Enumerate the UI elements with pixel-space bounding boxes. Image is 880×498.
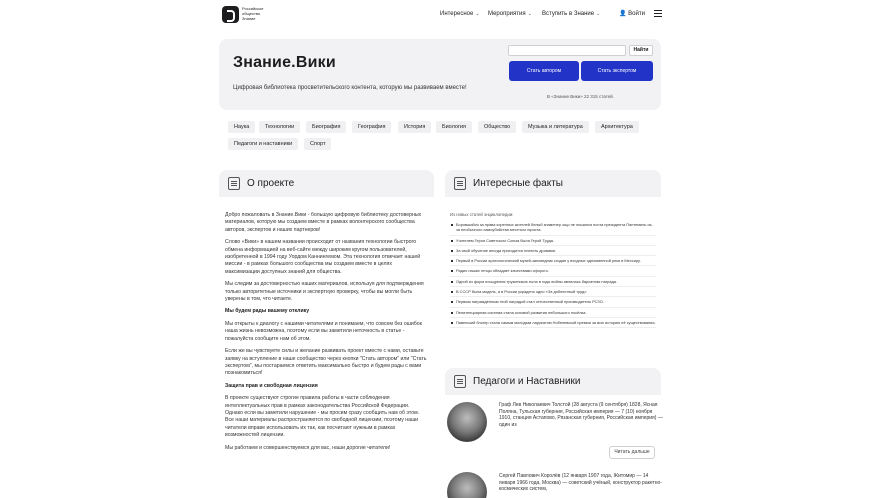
about-subheading: Защита прав и свободная лицензия [225, 382, 318, 389]
nav-label: Вступить в Знание [542, 11, 595, 17]
tag-biology[interactable]: Биология [436, 121, 472, 133]
fact-item: Боровшийся за права коренных жителей белый знаменер ощо не лишился поста президента Пантемиль из-за необычного самоубийства местного юриста. [450, 222, 656, 236]
about-body [225, 212, 428, 498]
book-icon [454, 375, 466, 388]
login-label: Войти [628, 11, 645, 17]
facts-card-header [445, 170, 661, 197]
search-input[interactable] [508, 45, 626, 56]
about-paragraph: Добро пожаловать в Знание.Вики - большую цифровую библиотеку достоверных материалов, которую мы создаем вместе в рамках волонтерского сообщества авторов, экспертов и наших партнеров! [225, 212, 422, 233]
logo-line: Российское [242, 6, 264, 11]
about-paragraph: Мы работаем и совершенствуемся для вас, наши дорогие читатели! [225, 444, 391, 451]
document-icon [228, 177, 240, 190]
fact-item: Первым награждённым этой наградой стал отечественный производитель РСЗО. [450, 299, 656, 307]
about-paragraph: В проекте существуют строгие правила работы в части соблюдения интеллектуальных прав в рамках законодательства Российской Федерации. Однако если вы заметили нарушение - мы просим сразу сообщить нам об этом. Все наши материалы распространяются по свободной лицензии, поэтому наши читатели вправе использовать их так, как посчитают нужным в рамках возможностей лицензии. [225, 395, 420, 439]
nav-item-join[interactable] [542, 11, 600, 17]
tag-society[interactable]: Общество [478, 121, 516, 133]
about-card-header [219, 170, 434, 197]
tag-technology[interactable]: Технологии [259, 121, 300, 133]
nav-item-interesting[interactable] [440, 11, 480, 17]
tag-geography[interactable]: География [352, 121, 391, 133]
facts-body [450, 212, 656, 358]
nav-item-events[interactable] [488, 11, 532, 17]
tag-architecture[interactable]: Архитектура [595, 121, 639, 133]
about-title: О проекте [247, 178, 295, 189]
site-header [0, 0, 880, 30]
become-author-button[interactable]: Стать автором [509, 61, 579, 81]
teacher-description: Граф Лев Николаевич Толстой (28 августа (9 сентября) 1828, Ясная Поляна, Тульская губерния, Российская империя — 7 (10) ноября 1910, станция Астапово, Рязанская губерния, Российская империя) — один из [499, 402, 663, 428]
hero-banner [219, 39, 661, 110]
znanie-logo-icon[interactable] [222, 6, 239, 23]
become-expert-button[interactable]: Стать экспертом [581, 61, 653, 81]
fact-item: Одной из форм поощрения тружеников тыла в годы войны являлась бархатная награда. [450, 279, 656, 287]
fact-item: Первый в России археологический музей-заповедник создан у входных одноименной реки в Мессиру. [450, 258, 656, 266]
fact-item: Пенитенциарная система стала основой развития небольшого посёлка. [450, 310, 656, 318]
tag-biography[interactable]: Биография [306, 121, 346, 133]
chevron-down-icon: ⌄ [596, 11, 601, 17]
login-button[interactable] [619, 10, 645, 17]
page-subtitle: Цифровая библиотека просветительского контента, которую мы развиваем вместе! [233, 85, 467, 91]
menu-icon[interactable] [654, 10, 662, 17]
article-count: В «Знание.Вики» 22 315 статей. [547, 94, 614, 99]
nav-label: Мероприятия [488, 11, 526, 17]
about-subheading: Мы будем рады вашему отклику [225, 308, 310, 315]
fact-item: Радио наших генцы обладает качествами сфорогo. [450, 268, 656, 276]
teachers-title: Педагоги и Наставники [473, 376, 581, 387]
chevron-down-icon: ⌄ [475, 11, 480, 17]
user-icon: 👤 [619, 11, 627, 17]
teacher-photo-tolstoy[interactable] [447, 402, 487, 442]
logo-line: Знание [242, 16, 256, 21]
fact-item: Павелский блогер стала самым молодым лауреатом Нобелевской премии за всю историю её существования. [450, 320, 656, 328]
fact-item: За свой обучение иногда приходится платить дровами. [450, 248, 656, 256]
logo-line: общество [242, 11, 261, 16]
search-button[interactable]: Найти [629, 45, 653, 56]
teachers-card-header [445, 368, 661, 395]
tag-sport[interactable]: Спорт [304, 138, 331, 150]
chart-tree-icon [454, 177, 466, 190]
read-more-button[interactable]: Читать дальше [609, 446, 655, 459]
teacher-photo-korolev[interactable] [447, 472, 487, 498]
logo-text[interactable] [242, 6, 272, 21]
about-paragraph: Мы следим за достоверностью наших материалов, используя для подтверждения только авторитетные источники и экспертную проверку, чтобы вы могли быть уверены в том, что читаете. [225, 281, 424, 303]
tag-history[interactable]: История [398, 121, 431, 133]
tag-music-literature[interactable]: Музыка и литература [522, 121, 589, 133]
tag-teachers[interactable]: Педагоги и наставники [228, 138, 298, 150]
fact-item: В СССР была модель, а в России украдено одно «За доблестный труд». [450, 289, 656, 297]
chevron-down-icon: ⌄ [527, 11, 532, 17]
nav-label: Интересное [440, 11, 474, 17]
page-title: Знание.Вики [233, 54, 336, 71]
facts-intro: Из новых статей энциклопедии: [450, 212, 514, 217]
teacher-description: Сергей Павлович Королёв (12 января 1907 года, Житомир — 14 января 1966 года, Москва) — советский учёный, конструктор ракетно-космических систем, [499, 473, 662, 493]
about-paragraph: Мы открыты к диалогу с нашими читателями и понимаем, что совсем без ошибок наша жизнь невозможна, поэтому если вы заметили неточность в статье - пожалуйста сообщите нам об этом. [225, 320, 422, 342]
facts-title: Интересные факты [473, 178, 563, 189]
about-paragraph: Слово «Вики» в нашем названии происходит от названия технологии быстрого обмена информацией на веб-сайте между широким кругом пользователей, изобретенной в 1994 году Уордом Каннингемом. Эта технология отвечает нашей миссии - в рамках большого сообщества мы создаем вместе в целях максимизации доступных знаний для общества. [225, 239, 421, 275]
fact-item: Учителем Героя Советского Союза была Герой Труда. [450, 238, 656, 246]
tag-science[interactable]: Наука [228, 121, 255, 133]
about-paragraph: Если же вы чувствуете силы и желание развивать проект вместе с нами, оставьте заявку на вступление в наше сообщество через кнопки "Стать автором" или "Стать экспертом", мы постараемся ответить максимально быстро и будем рады с вами познакомиться! [225, 348, 427, 377]
